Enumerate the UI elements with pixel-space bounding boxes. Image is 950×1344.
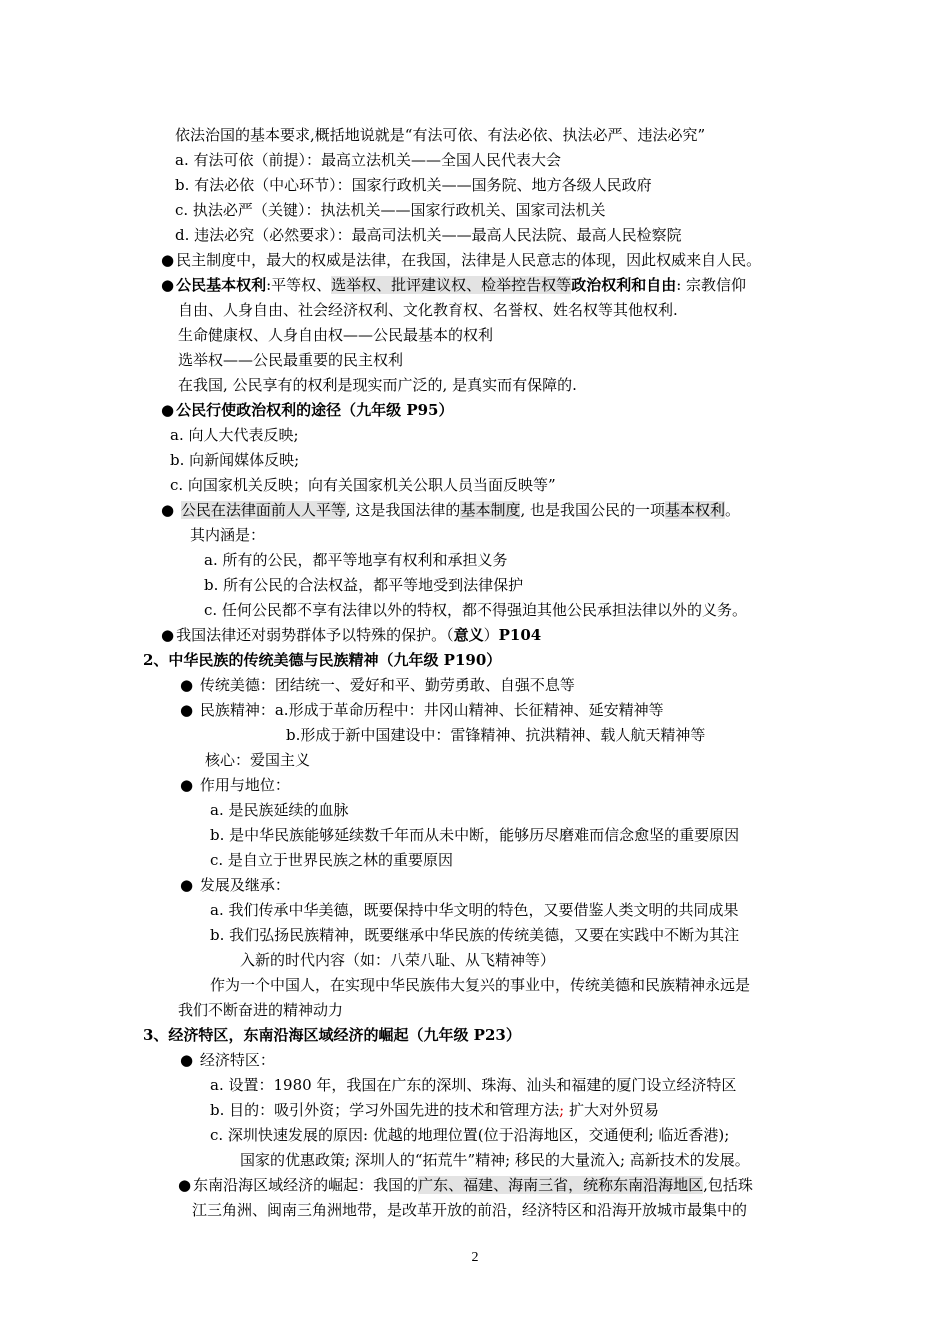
text-line (170, 425, 299, 445)
text-segment: 民主制度中，最大的权威是法律，在我国，法律是人民意志的体现，因此权威来自人民。 (176, 251, 762, 269)
bullet-icon: ● (161, 276, 175, 294)
text-line (205, 750, 310, 770)
text-line (204, 550, 507, 570)
bullet-icon: ● (161, 401, 175, 419)
text-line (175, 200, 605, 220)
text-segment: 意义 (453, 626, 484, 644)
text-line (161, 500, 740, 520)
text-segment: , 也是我国公民的一项 (520, 501, 665, 519)
text-segment: a. 我们传承中华美德，既要保持中华文明的特色，又要借鉴人类文明的共同成果 (210, 901, 739, 919)
bullet-icon: ● (180, 676, 194, 694)
text-segment: P104 (498, 626, 542, 644)
text-segment: 自由、人身自由、社会经济权利、文化教育权、名誉权、姓名权等其他权利. (178, 301, 678, 319)
text-segment: a. 是民族延续的血脉 (210, 801, 349, 819)
bullet-icon: ● (180, 776, 194, 794)
text-segment: , 这是我国法律的 (345, 501, 461, 519)
text-segment: 国家的优惠政策; 深圳人的“拓荒牛”精神; 移民的大量流入; 高新技术的发展。 (240, 1151, 750, 1169)
text-line (178, 300, 678, 320)
text-line (210, 900, 738, 920)
text-line (170, 475, 556, 495)
text-segment: 基本制度 (460, 501, 521, 519)
text-segment: 公民基本权利 (176, 276, 267, 294)
text-segment: ） (483, 626, 499, 644)
text-line (178, 325, 493, 345)
text-segment: a. 所有的公民，都平等地享有权利和承担义务 (204, 551, 508, 569)
text-line (180, 700, 664, 720)
text-segment: c. 任何公民都不享有法律以外的特权，都不得强迫其他公民承担法律以外的义务。 (204, 601, 747, 619)
text-line (143, 650, 501, 670)
text-line (210, 1125, 729, 1145)
text-line (178, 350, 403, 370)
text-segment: 3、经济特区，东南沿海区域经济的崛起（九年级 P23） (143, 1026, 521, 1044)
text-line (178, 1000, 343, 1020)
text-line (204, 575, 523, 595)
text-segment: 公民行使政治权利的途径（九年级 P95） (176, 401, 454, 419)
text-segment: 江三角洲、闽南三角洲地带，是改革开放的前沿，经济特区和沿海开放城市最集中的 (192, 1201, 748, 1219)
text-segment: 我国法律还对弱势群体予以特殊的保护。（ (176, 626, 454, 644)
text-segment: 依法治国的基本要求,概括地说就是“有法可依、有法必依、执法必严、违法必究” (175, 126, 706, 144)
bullet-icon: ● (161, 251, 175, 269)
text-segment: b. 所有公民的合法权益，都平等地受到法律保护 (204, 576, 524, 594)
text-segment: 扩大对外贸易 (564, 1101, 659, 1119)
text-line (240, 1150, 750, 1170)
text-segment: a. 向人大代表反映; (170, 426, 299, 444)
text-line (210, 825, 739, 845)
text-segment: ; (559, 1101, 565, 1119)
text-segment: b. 有法必依（中心环节）：国家行政机关——国务院、地方各级人民政府 (175, 176, 652, 194)
text-line (210, 1100, 659, 1120)
text-segment: 东南沿海区域经济的崛起：我国的 (193, 1176, 419, 1194)
text-segment: 基本权利 (665, 501, 726, 519)
text-segment: 在我国, 公民享有的权利是现实而广泛的, 是真实而有保障的. (178, 376, 577, 394)
text-line (192, 1200, 747, 1220)
text-segment: b. 目的：吸引外资；学习外国先进的技术和管理方法 (210, 1101, 560, 1119)
text-line (180, 875, 290, 895)
text-segment: 经济特区： (195, 1051, 275, 1069)
text-segment: 政治权利和自由 (571, 276, 677, 294)
text-line (204, 600, 747, 620)
text-line (210, 800, 348, 820)
text-segment: b. 向新闻媒体反映; (170, 451, 300, 469)
bullet-icon: ● (178, 1176, 192, 1194)
text-line (180, 775, 290, 795)
text-line (161, 400, 453, 420)
bullet-icon: ● (161, 626, 175, 644)
text-segment: : 宗教信仰 (676, 276, 747, 294)
text-segment: 作用与地位： (195, 776, 290, 794)
text-segment: d. 违法必究（必然要求）：最高司法机关——最高人民法院、最高人民检察院 (175, 226, 682, 244)
text-line (210, 925, 739, 945)
bullet-icon: ● (180, 876, 194, 894)
text-segment: c. 向国家机关反映；向有关国家机关公职人员当面反映等” (170, 476, 556, 494)
text-segment: c. 执法必严（关键）：执法机关——国家行政机关、国家司法机关 (175, 201, 606, 219)
text-segment: b.形成于新中国建设中：雷锋精神、抗洪精神、载人航天精神等 (286, 726, 706, 744)
bullet-icon: ● (180, 701, 194, 719)
text-line (161, 275, 746, 295)
text-segment: 我们不断奋进的精神动力 (178, 1001, 344, 1019)
text-segment: b. 是中华民族能够延续数千年而从未中断，能够历尽磨难而信念愈坚的重要原因 (210, 826, 740, 844)
bullet-icon: ● (180, 1051, 194, 1069)
text-segment: 其内涵是： (190, 526, 266, 544)
text-line (178, 375, 577, 395)
text-line (161, 625, 541, 645)
text-line (180, 1050, 275, 1070)
text-line (210, 975, 750, 995)
text-line (286, 725, 705, 745)
page-number: 2 (471, 1250, 479, 1265)
text-segment: 广东、福建、海南三省，统称东南沿海地区 (418, 1176, 704, 1194)
text-segment: 核心：爱国主义 (205, 751, 311, 769)
text-segment: c. 是自立于世界民族之林的重要原因 (210, 851, 453, 869)
text-segment: 。 (725, 501, 741, 519)
text-line (210, 1075, 736, 1095)
text-segment: a. 有法可依（前提）：最高立法机关——全国人民代表大会 (175, 151, 561, 169)
text-segment: 选举权、批评建议权、检举控告权等 (331, 276, 572, 294)
text-segment: 发展及继承： (195, 876, 290, 894)
text-line (161, 250, 761, 270)
text-segment: 选举权——公民最重要的民主权利 (178, 351, 404, 369)
text-segment: ,包括珠 (703, 1176, 753, 1194)
text-segment: 公民在法律面前人人平等 (180, 501, 346, 519)
text-segment: 民族精神：a.形成于革命历程中：井冈山精神、长征精神、延安精神等 (195, 701, 664, 719)
text-line (143, 1025, 521, 1045)
text-segment: 传统美德：团结统一、爱好和平、勤劳勇敢、自强不息等 (195, 676, 575, 694)
text-segment: :平等权、 (266, 276, 332, 294)
text-line (210, 850, 453, 870)
text-line (175, 175, 652, 195)
text-line (240, 950, 555, 970)
text-segment: 2、中华民族的传统美德与民族精神（九年级 P190） (143, 651, 502, 669)
text-segment: 入新的时代内容（如：八荣八耻、从飞精神等） (240, 951, 556, 969)
bullet-icon: ● (161, 501, 175, 519)
text-segment: 生命健康权、人身自由权——公民最基本的权利 (178, 326, 494, 344)
text-segment: a. 设置：1980 年，我国在广东的深圳、珠海、汕头和福建的厦门设立经济特区 (210, 1076, 737, 1094)
text-line (175, 225, 682, 245)
text-segment: b. 我们弘扬民族精神，既要继承中华民族的传统美德，又要在实践中不断为其注 (210, 926, 740, 944)
text-line (178, 1175, 753, 1195)
text-line (175, 150, 561, 170)
text-segment: 作为一个中国人，在实现中华民族伟大复兴的事业中，传统美德和民族精神永远是 (210, 976, 751, 994)
text-line (170, 450, 299, 470)
text-line (190, 525, 265, 545)
text-segment: c. 深圳快速发展的原因: 优越的地理位置(位于沿海地区，交通便利; 临近香港); (210, 1126, 730, 1144)
text-line (180, 675, 575, 695)
text-line (175, 125, 705, 145)
